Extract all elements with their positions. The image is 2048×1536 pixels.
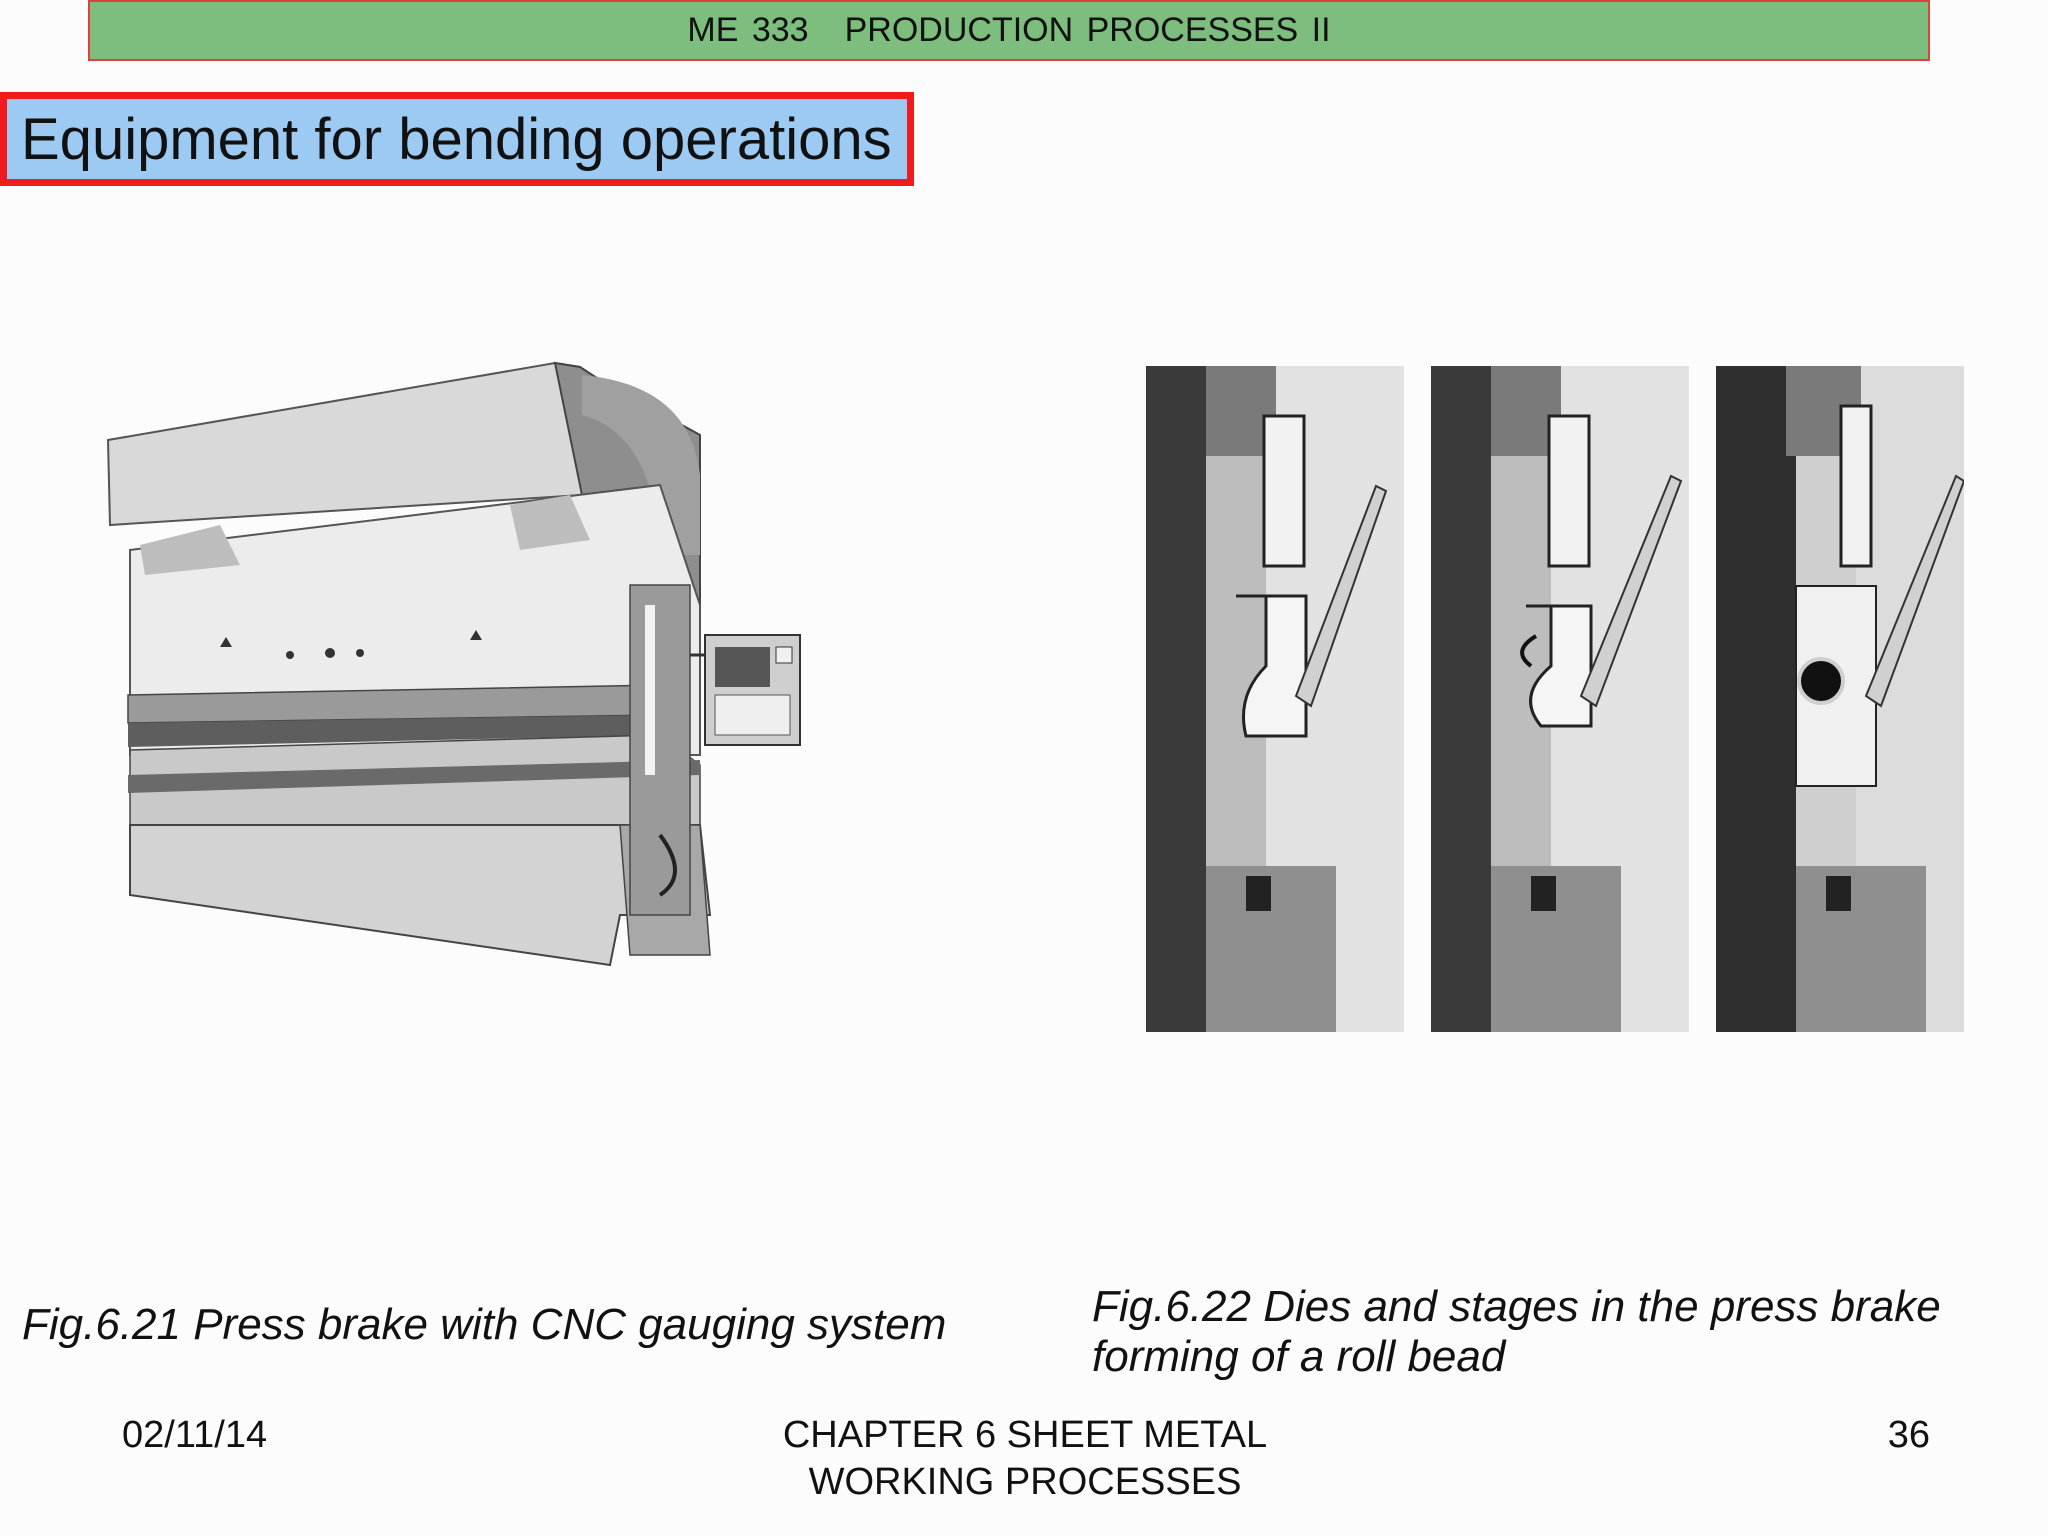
course-subject: PRODUCTION PROCESSES II — [844, 11, 1331, 49]
page-number: 36 — [1887, 1414, 1930, 1456]
dies-stages-image — [1146, 366, 1964, 1032]
slide-header-bar — [88, 0, 1930, 61]
footer-chapter: CHAPTER 6 SHEET METAL WORKING PROCESSES — [782, 1414, 1268, 1503]
course-code: ME 333 — [687, 11, 809, 49]
press-brake-image — [100, 355, 820, 1015]
slide-title: Equipment for bending operations — [0, 92, 914, 186]
figure-caption-6-21: Fig.6.21 Press brake with CNC gauging system — [22, 1300, 947, 1349]
figure-caption-6-22: Fig.6.22 Dies and stages in the press brake forming of a roll bead — [1092, 1282, 1941, 1381]
footer-date: 02/11/14 — [122, 1414, 268, 1456]
